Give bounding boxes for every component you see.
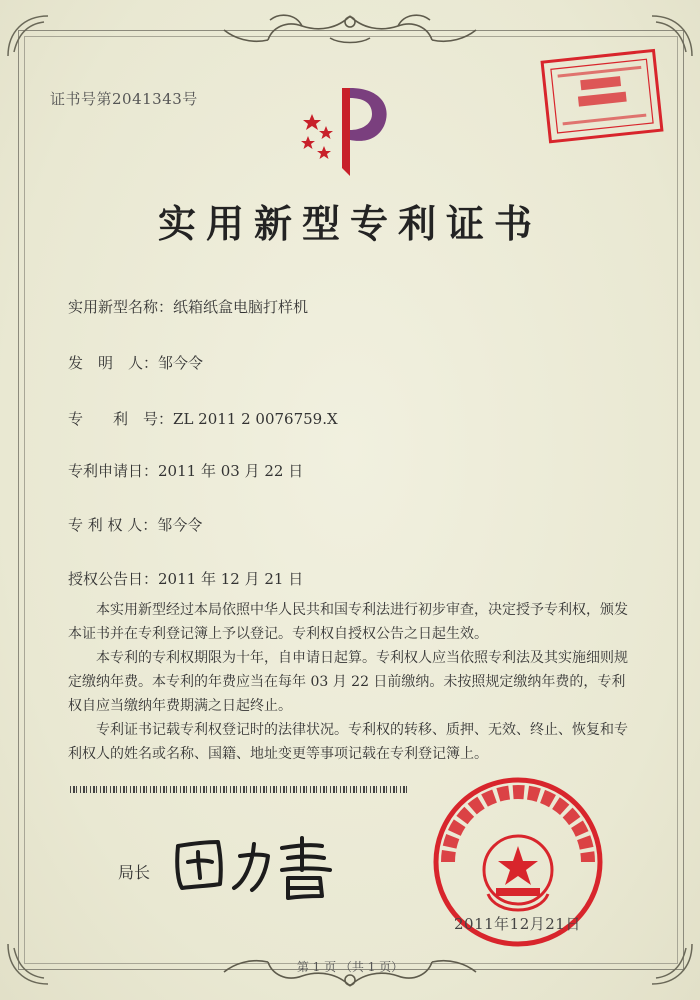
field-patentee	[68, 514, 202, 535]
field-label: 发 明 人：	[68, 354, 159, 372]
printing-tax-stamp-icon	[538, 46, 668, 146]
corner-ornament-top-left-icon	[4, 12, 52, 60]
field-application-date	[68, 460, 303, 481]
body-paragraph: 专利证书记载专利权登记时的法律状况。专利权的转移、质押、无效、终止、恢复和专利权人的姓名或名称、国籍、地址变更等事项记载在专利登记簿上。	[68, 722, 628, 762]
field-value: ZL 2011 2 0076759.X	[173, 410, 338, 428]
field-value: 邹今令	[158, 354, 204, 372]
barcode-icon	[70, 786, 410, 793]
field-utility-model-name	[68, 296, 308, 317]
field-grant-date	[68, 568, 303, 589]
field-value: 2011 年 03 月 22 日	[158, 462, 304, 480]
patent-office-logo-icon	[290, 80, 400, 180]
certificate-title: 实用新型专利证书	[157, 201, 542, 246]
field-label: 授权公告日：	[68, 570, 159, 588]
field-inventor	[68, 352, 203, 373]
field-patent-number	[68, 408, 338, 429]
field-label: 专 利 号：	[68, 410, 174, 428]
body-paragraph: 本专利的专利权期限为十年，自申请日起算。专利权人应当依照专利法及其实施细则规定缴纳年费。本专利的年费应当在每年 03 月 22 日前缴纳。未按照规定缴纳年费的，专利权自应当缴纳年费期满之日起终止。	[68, 650, 628, 714]
field-label: 专 利 权 人：	[68, 516, 158, 534]
certificate-number: 证书号第2041343号	[50, 90, 198, 108]
page-footer: 第 1 页 （共 1 页）	[296, 960, 404, 974]
top-ornament-icon	[220, 8, 480, 52]
seal-date: 2011年12月21日	[454, 915, 581, 933]
director-signature-icon	[170, 826, 340, 906]
director-label: 局长	[118, 863, 151, 882]
field-value: 2011 年 12 月 21 日	[158, 570, 304, 588]
field-value: 纸箱纸盒电脑打样机	[173, 298, 309, 316]
field-label: 实用新型名称：	[68, 298, 174, 316]
certificate-body	[68, 598, 638, 766]
field-label: 专利申请日：	[68, 462, 159, 480]
body-paragraph: 本实用新型经过本局依照中华人民共和国专利法进行初步审查，决定授予专利权，颁发本证书并在专利登记簿上予以登记。专利权自授权公告之日起生效。	[68, 602, 628, 642]
field-value: 邹今令	[157, 516, 203, 534]
